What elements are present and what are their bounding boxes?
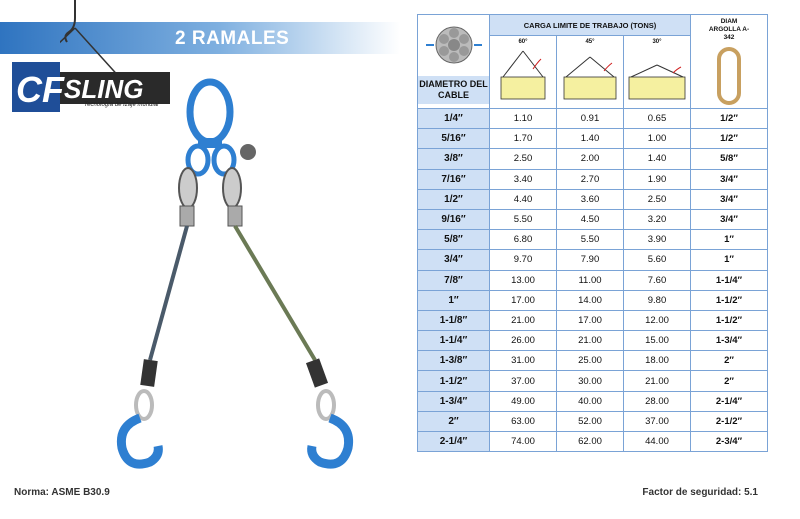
size-cell: 2-1/4″ [418, 432, 490, 452]
load-30-cell: 15.00 [624, 331, 691, 351]
load-30-cell: 9.80 [624, 290, 691, 310]
load-30-cell: 44.00 [624, 432, 691, 452]
argolla-cell: 1/2″ [691, 129, 768, 149]
load-60-cell: 3.40 [490, 169, 557, 189]
table-body [418, 109, 768, 452]
header-argolla [691, 15, 768, 109]
load-45-cell: 4.50 [557, 209, 624, 229]
table-row [418, 149, 768, 169]
logo-tagline: Tecnología de Izaje mundial [84, 102, 159, 108]
size-cell: 5/16″ [418, 129, 490, 149]
oblong-link-icon [714, 46, 744, 106]
size-cell: 1-1/4″ [418, 331, 490, 351]
load-45-cell: 25.00 [557, 351, 624, 371]
size-cell: 1-3/4″ [418, 391, 490, 411]
size-cell: 1-3/8″ [418, 351, 490, 371]
size-cell: 7/16″ [418, 169, 490, 189]
table-row [418, 230, 768, 250]
load-60-cell: 74.00 [490, 432, 557, 452]
sling-angle-60-icon [493, 47, 553, 102]
load-30-cell: 12.00 [624, 310, 691, 330]
load-60-cell: 4.40 [490, 189, 557, 209]
load-60-cell: 37.00 [490, 371, 557, 391]
load-60-cell: 26.00 [490, 331, 557, 351]
table-row [418, 371, 768, 391]
table-row [418, 169, 768, 189]
argolla-cell: 1-1/4″ [691, 270, 768, 290]
argolla-cell: 2″ [691, 351, 768, 371]
table-row [418, 270, 768, 290]
load-30-cell: 21.00 [624, 371, 691, 391]
load-45-cell: 7.90 [557, 250, 624, 270]
load-45-cell: 30.00 [557, 371, 624, 391]
header-carga-limite: CARGA LIMITE DE TRABAJO (TONS) [490, 15, 691, 36]
load-30-cell: 0.65 [624, 109, 691, 129]
load-60-cell: 5.50 [490, 209, 557, 229]
argolla-cell: 1-3/4″ [691, 331, 768, 351]
table-row [418, 351, 768, 371]
size-cell: 7/8″ [418, 270, 490, 290]
sling-angle-30-icon [627, 47, 687, 102]
two-leg-sling-image [100, 60, 400, 480]
angle-30-label: 30° [652, 39, 662, 45]
load-60-cell: 21.00 [490, 310, 557, 330]
argolla-cell: 3/4″ [691, 209, 768, 229]
svg-text:SLING: SLING [64, 74, 144, 104]
size-cell: 3/8″ [418, 149, 490, 169]
load-30-cell: 18.00 [624, 351, 691, 371]
load-45-cell: 17.00 [557, 310, 624, 330]
load-60-cell: 17.00 [490, 290, 557, 310]
table-row [418, 290, 768, 310]
table-row [418, 432, 768, 452]
load-60-cell: 2.50 [490, 149, 557, 169]
size-cell: 9/16″ [418, 209, 490, 229]
load-limit-table [417, 14, 767, 452]
size-cell: 3/4″ [418, 250, 490, 270]
load-30-cell: 28.00 [624, 391, 691, 411]
load-45-cell: 5.50 [557, 230, 624, 250]
svg-text:CF: CF [16, 69, 64, 110]
load-45-cell: 1.40 [557, 129, 624, 149]
banner-title: 2 RAMALES [175, 28, 290, 49]
table-row [418, 391, 768, 411]
load-45-cell: 0.91 [557, 109, 624, 129]
size-cell: 1-1/2″ [418, 371, 490, 391]
argolla-cell: 1″ [691, 230, 768, 250]
safety-factor-note: Factor de seguridad: 5.1 [642, 487, 758, 498]
load-45-cell: 14.00 [557, 290, 624, 310]
table-row [418, 189, 768, 209]
angle-30-header [624, 36, 691, 109]
argolla-cell: 3/4″ [691, 189, 768, 209]
size-cell: 2″ [418, 411, 490, 431]
load-45-cell: 2.00 [557, 149, 624, 169]
load-60-cell: 13.00 [490, 270, 557, 290]
argolla-cell: 5/8″ [691, 149, 768, 169]
angle-45-label: 45° [585, 39, 595, 45]
load-30-cell: 1.40 [624, 149, 691, 169]
argolla-cell: 1-1/2″ [691, 310, 768, 330]
size-cell: 1/2″ [418, 189, 490, 209]
size-cell: 1/4″ [418, 109, 490, 129]
table-row [418, 209, 768, 229]
load-30-cell: 1.90 [624, 169, 691, 189]
argolla-label: DIAM ARGOLLA A-342 [708, 18, 750, 41]
load-45-cell: 21.00 [557, 331, 624, 351]
size-cell: 1-1/8″ [418, 310, 490, 330]
load-60-cell: 63.00 [490, 411, 557, 431]
table-row [418, 310, 768, 330]
load-30-cell: 2.50 [624, 189, 691, 209]
argolla-cell: 1-1/2″ [691, 290, 768, 310]
load-30-cell: 1.00 [624, 129, 691, 149]
argolla-cell: 1″ [691, 250, 768, 270]
standard-note: Norma: ASME B30.9 [14, 487, 110, 498]
argolla-cell: 1/2″ [691, 109, 768, 129]
angle-60-label: 60° [518, 39, 528, 45]
argolla-cell: 2-1/4″ [691, 391, 768, 411]
diametro-label: DIAMETRO DEL CABLE [418, 76, 489, 104]
table-row [418, 250, 768, 270]
load-45-cell: 52.00 [557, 411, 624, 431]
load-30-cell: 3.90 [624, 230, 691, 250]
sling-angle-45-icon [560, 47, 620, 102]
argolla-cell: 2″ [691, 371, 768, 391]
load-30-cell: 3.20 [624, 209, 691, 229]
table-row [418, 331, 768, 351]
table-row [418, 411, 768, 431]
table-row [418, 109, 768, 129]
table-row [418, 129, 768, 149]
load-60-cell: 1.70 [490, 129, 557, 149]
load-30-cell: 5.60 [624, 250, 691, 270]
load-45-cell: 40.00 [557, 391, 624, 411]
argolla-cell: 2-1/2″ [691, 411, 768, 431]
load-30-cell: 7.60 [624, 270, 691, 290]
load-30-cell: 37.00 [624, 411, 691, 431]
load-60-cell: 9.70 [490, 250, 557, 270]
load-60-cell: 49.00 [490, 391, 557, 411]
load-45-cell: 2.70 [557, 169, 624, 189]
cable-cross-section-icon [424, 20, 484, 70]
header-cable-diameter [418, 15, 490, 109]
argolla-cell: 3/4″ [691, 169, 768, 189]
angle-45-header [557, 36, 624, 109]
size-cell: 5/8″ [418, 230, 490, 250]
load-60-cell: 1.10 [490, 109, 557, 129]
angle-60-header [490, 36, 557, 109]
load-60-cell: 31.00 [490, 351, 557, 371]
size-cell: 1″ [418, 290, 490, 310]
load-45-cell: 11.00 [557, 270, 624, 290]
argolla-cell: 2-3/4″ [691, 432, 768, 452]
load-45-cell: 62.00 [557, 432, 624, 452]
load-45-cell: 3.60 [557, 189, 624, 209]
load-60-cell: 6.80 [490, 230, 557, 250]
